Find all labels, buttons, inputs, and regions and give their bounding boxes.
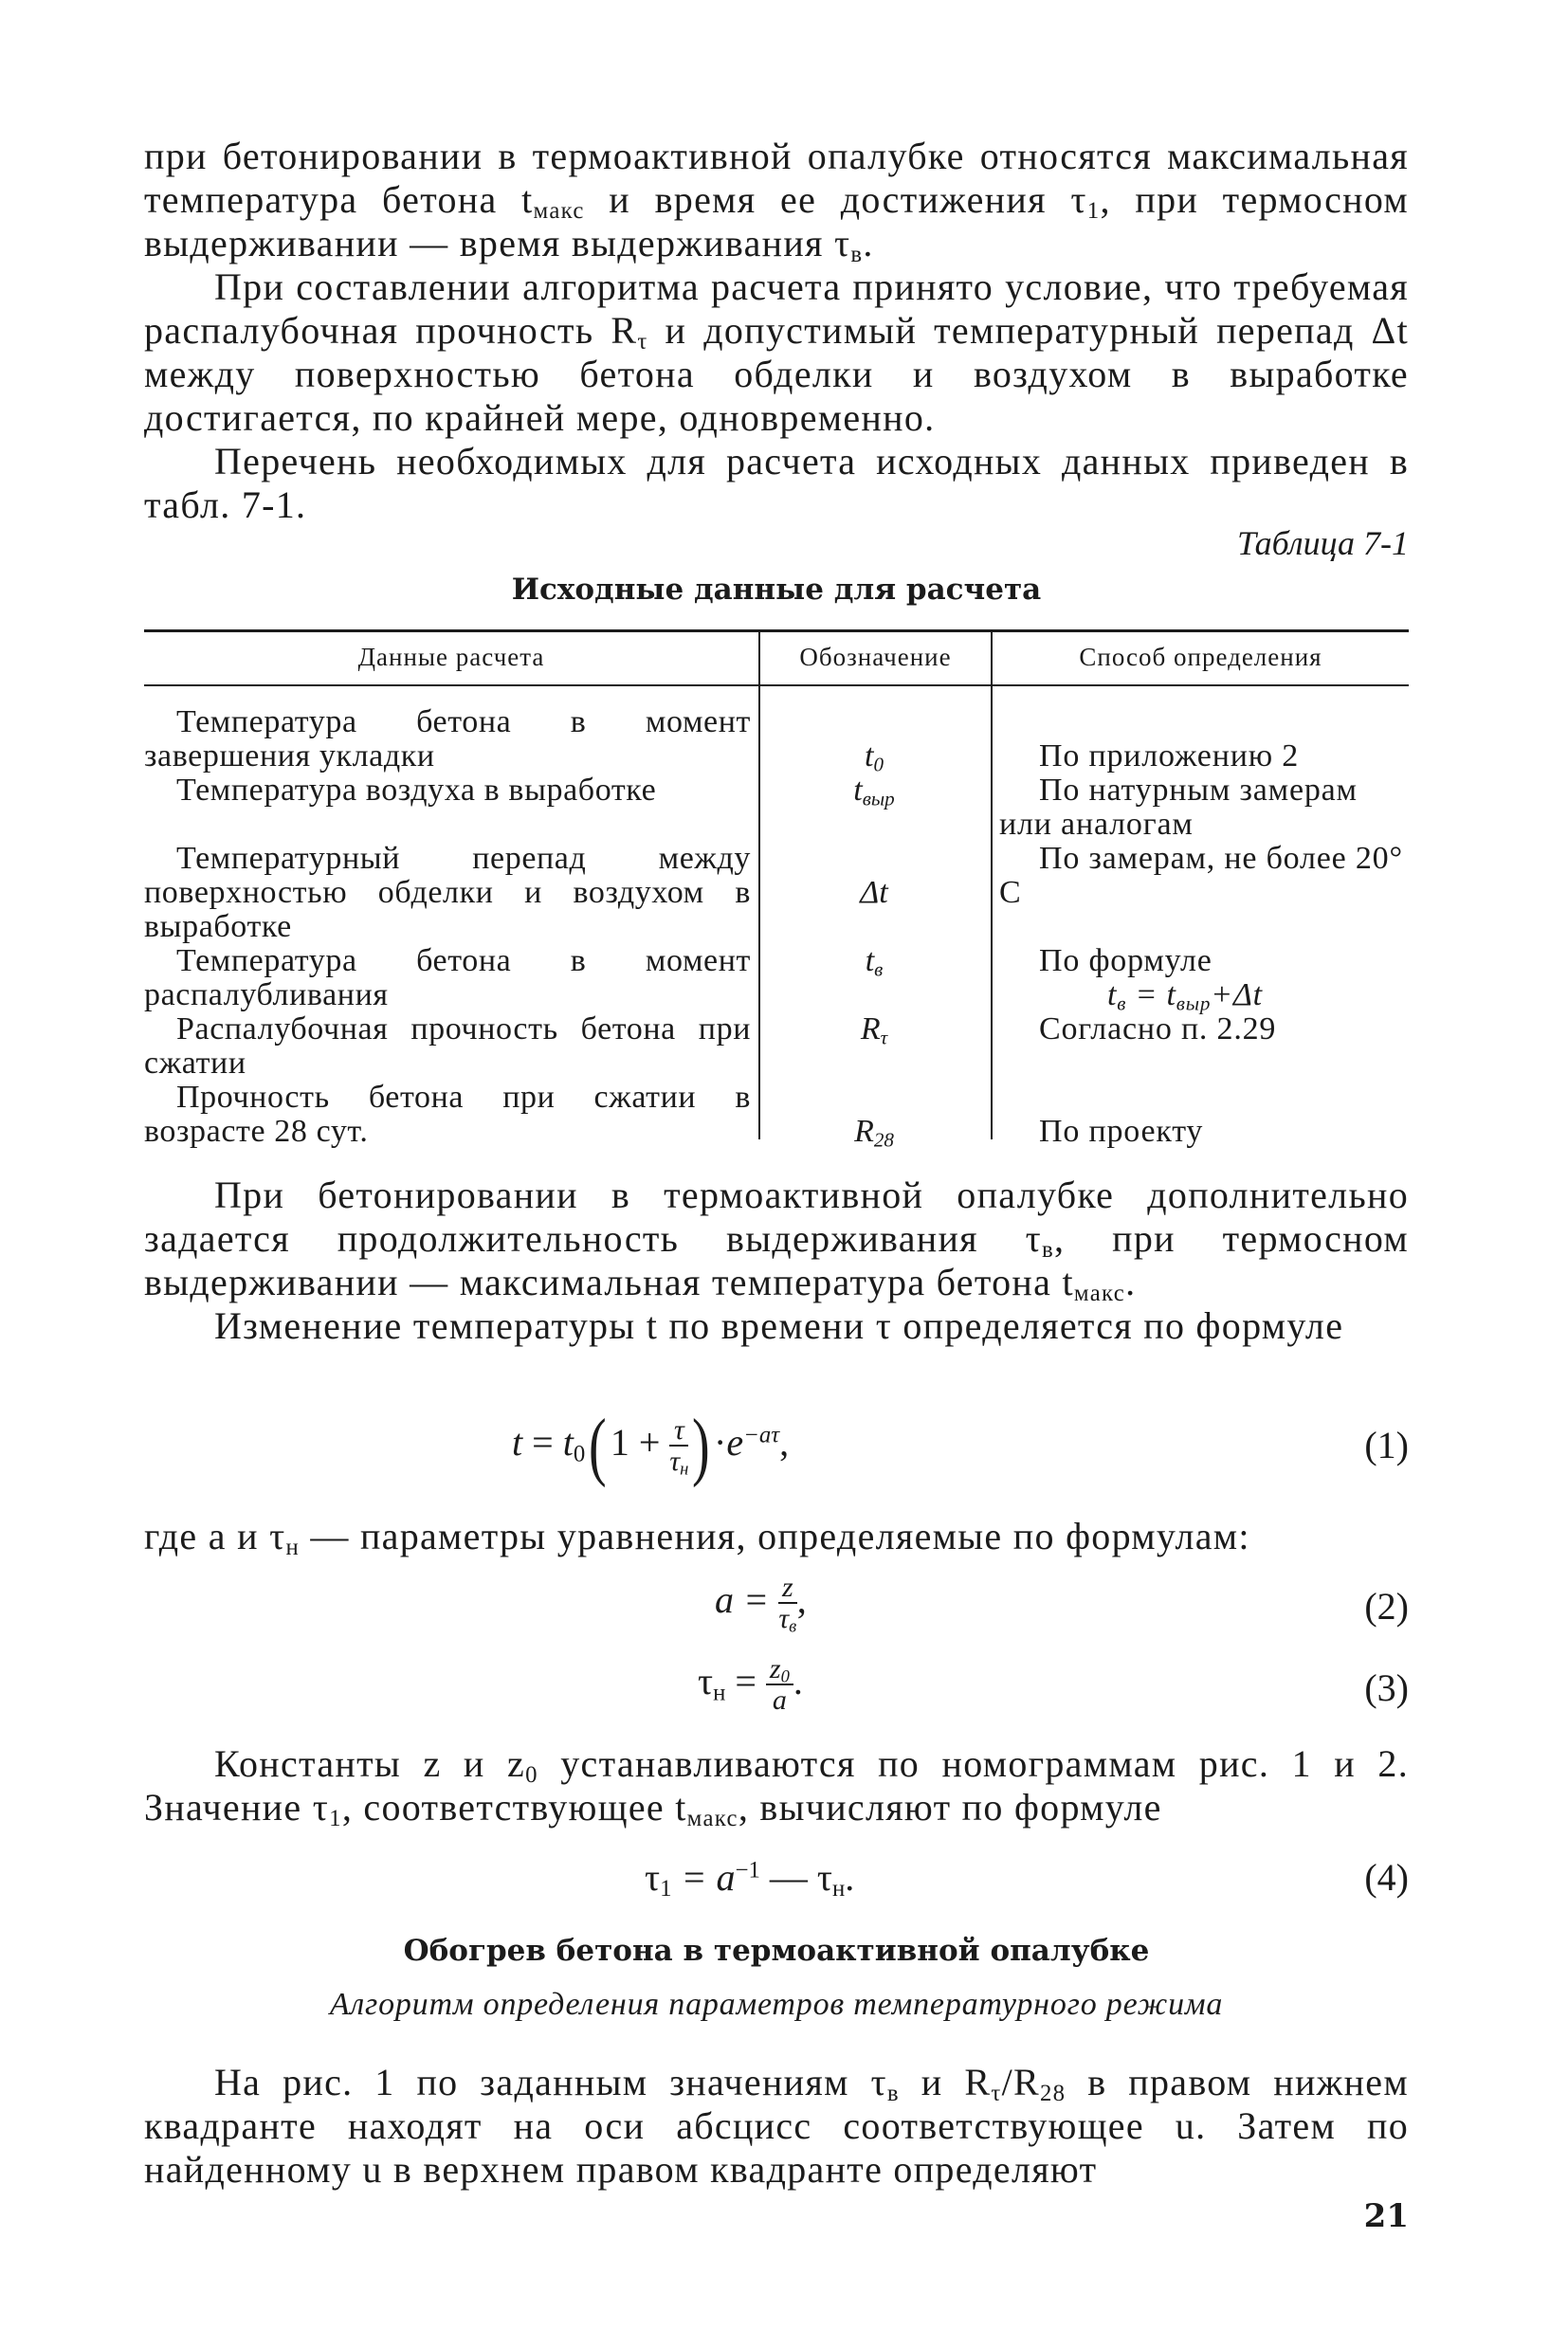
table-column-divider-2 — [991, 631, 993, 1139]
table-row-4-method-formula: $t_в = t_{выр}+\Delta t$ — [1107, 977, 1263, 1015]
params-text — [144, 1515, 1409, 1561]
table-row-4-method-label: По формуле — [1039, 943, 1212, 978]
paragraph-4: При бетонировании в термоактивной опалубке дополнительно задается продолжительность выдерживания $\tau_в$, при термосном выдерживании — максимальная температура бетона $t_{макс}$. — [144, 1174, 1409, 1307]
paragraph-3: Перечень необходимых для расчета исходных данных приведен в табл. 7-1. — [144, 440, 1409, 526]
table-row-2-method: По натурным замерам или аналогам — [999, 773, 1358, 842]
table-row-6-method: По проекту — [1039, 1114, 1204, 1149]
table-header-symbol: Обозначение — [799, 643, 952, 671]
page-number: 21 — [1363, 2197, 1409, 2235]
table-row-3-data: Температурный перепад между поверхностью обделки и воздухом в выработке — [144, 841, 751, 944]
paragraph-1: при бетонировании в термоактивной опалубке относятся максимальная температура бетона $t_{макс}$ и время ее достижения $\tau_1$, при термосном выдерживании — время выдерживания $\tau_в$. — [144, 135, 1410, 268]
table-row-5-method: Согласно п. 2.29 — [1039, 1011, 1277, 1047]
table-row-2-data: Температура воздуха в выработке — [176, 773, 657, 808]
section-title: Обогрев бетона в термоактивной опалубке — [403, 1934, 1150, 1968]
table-row-6-symbol: $R_{28}$ — [854, 1114, 894, 1152]
equation-number-1: (1) — [1364, 1424, 1409, 1466]
constants-text — [144, 1742, 1409, 1832]
table-row-5-symbol: $R_\tau$ — [860, 1011, 888, 1049]
closing-text — [144, 2061, 1409, 2192]
table-column-divider-1 — [758, 631, 760, 1139]
equation-number-4: (4) — [1364, 1856, 1409, 1899]
table-row-1-data: Температура бетона в момент завершения укладки — [144, 704, 751, 774]
formula-3-fraction: $\frac{z_0}{a}$ — [766, 1655, 793, 1716]
paragraph-6: где a и $\tau_н$ — параметры уравнения, определяемые по формулам: — [144, 1515, 1250, 1561]
paragraph-8: На рис. 1 по заданным значениям $\tau_в$ и $R_\tau/R_{28}$ в правом нижнем квадранте находят на оси абсцисс соответствующее u. Затем по найденному u в верхнем правом квадранте определяют — [144, 2061, 1409, 2191]
paragraph-5: Изменение температуры t по времени τ определяется по формуле — [214, 1304, 1344, 1347]
formula-3: $\tau_н$ = $\frac{z_0}{a}$ . — [698, 1653, 803, 1716]
table-row-1-method: По приложению 2 — [1039, 738, 1299, 774]
table-row-1-symbol: $t_0$ — [865, 738, 884, 776]
mid-text-block — [144, 1174, 1409, 1348]
table-row-4-symbol: $t_в$ — [865, 943, 884, 981]
paragraph-2: При составлении алгоритма расчета принято условие, что требуемая распалубочная прочность $R_\tau$ и допустимый температурный перепад Δt между поверхностью бетона обделки и воздухом в выработке достигается, по крайней мере, одновременно. — [144, 265, 1409, 439]
table-header-rule — [144, 684, 1409, 686]
table-caption: Таблица 7-1 — [1236, 524, 1409, 562]
table-row-3-symbol: Δt — [860, 875, 888, 910]
table-title: Исходные данные для расчета — [511, 573, 1042, 607]
section-subtitle: Алгоритм определения параметров температурного режима — [329, 1987, 1224, 2022]
table-row-5-data: Распалубочная прочность бетона при сжатии — [144, 1011, 751, 1081]
equation-number-2: (2) — [1364, 1585, 1409, 1628]
table-top-rule — [144, 629, 1409, 632]
intro-text-block — [144, 135, 1409, 527]
table-header-method: Способ определения — [1079, 643, 1322, 671]
table-row-4-data: Температура бетона в момент распалубливания — [144, 943, 751, 1012]
table-row-6-data: Прочность бетона при сжатии в возрасте 28 сут. — [144, 1080, 751, 1149]
table-row-3-method: По замерам, не более 20° С — [999, 841, 1403, 910]
formula-4: $\tau_1 = a^{-1}$ — $\tau_н$. — [645, 1856, 855, 1902]
table-row-2-symbol: $t_{выр}$ — [853, 773, 895, 810]
table-header-data: Данные расчета — [357, 643, 545, 671]
paragraph-7: Константы z и $z_0$ устанавливаются по номограммам рис. 1 и 2. Значение $\tau_1$, соответствующее $t_{макс}$, вычисляют по формуле — [144, 1742, 1409, 1832]
source-data-table — [144, 629, 1409, 1151]
formula-2-fraction: $\frac{z}{\tau_в}$ — [778, 1572, 797, 1637]
table-row-4-method — [999, 943, 1409, 1015]
formula-1-fraction: $\frac{\tau}{\tau_н}$ — [669, 1414, 689, 1480]
formula-1: $t = t_0(1$ + $\frac{\tau}{\tau_н}$ )$\cdot e^{-a\tau}$, — [512, 1405, 790, 1488]
formula-2: a = $\frac{z}{\tau_в}$ , — [715, 1572, 807, 1637]
equation-number-3: (3) — [1364, 1666, 1409, 1709]
